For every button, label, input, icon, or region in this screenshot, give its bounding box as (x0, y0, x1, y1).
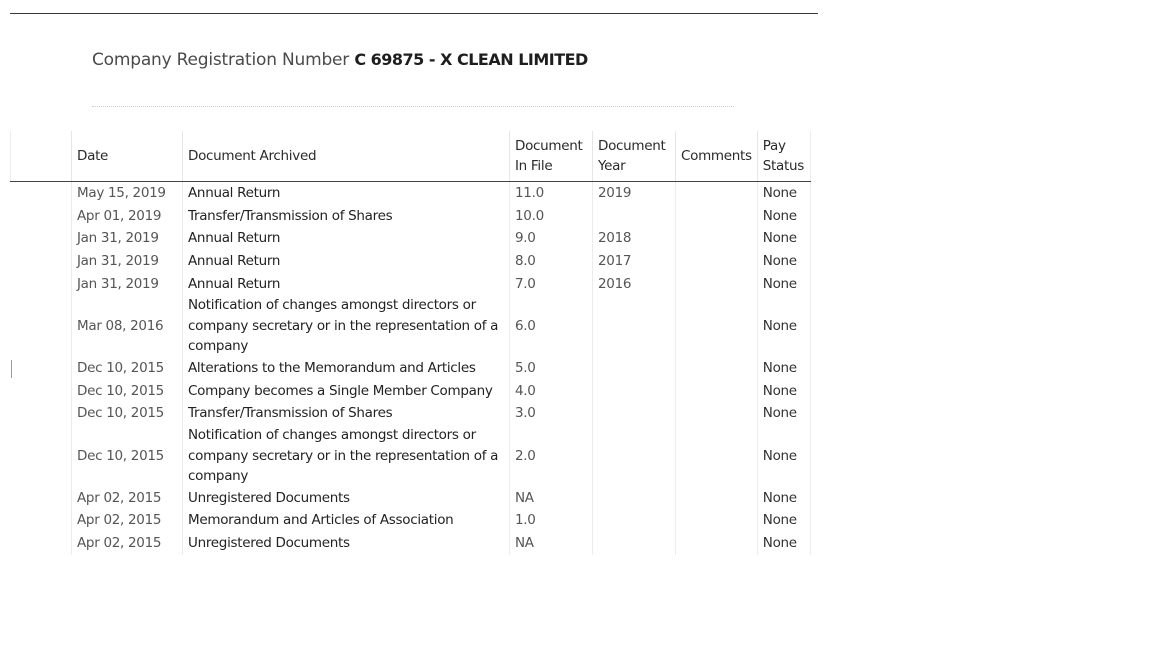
table-row (11, 509, 811, 532)
cell-pay-status: None (757, 273, 810, 296)
cell-document-year (593, 487, 676, 510)
header-date: Date (72, 131, 183, 182)
title-divider (92, 106, 734, 107)
cell-pay-status: None (757, 357, 810, 380)
header-pay-status-line2: Status (762, 158, 804, 174)
cell-date: Apr 02, 2015 (72, 532, 183, 555)
cell-document-archived: Unregistered Documents (183, 487, 510, 510)
row-spacer (11, 487, 72, 510)
page-title (92, 50, 588, 70)
row-spacer (11, 509, 72, 532)
cell-document-in-file: 1.0 (510, 509, 593, 532)
cell-document-archived: Annual Return (183, 273, 510, 296)
cell-comments (676, 182, 758, 205)
cell-pay-status: None (757, 487, 810, 510)
cell-document-year (593, 295, 676, 357)
cell-comments (676, 250, 758, 273)
row-spacer (11, 402, 72, 425)
table-row (11, 295, 811, 357)
row-spacer (11, 205, 72, 228)
cell-comments (676, 227, 758, 250)
cell-date: Apr 02, 2015 (72, 509, 183, 532)
cell-document-in-file: NA (510, 487, 593, 510)
header-document-year-line2: Year (598, 158, 626, 174)
table-row (11, 487, 811, 510)
cell-pay-status: None (757, 295, 810, 357)
cell-comments (676, 295, 758, 357)
row-spacer (11, 295, 72, 357)
table-row (11, 532, 811, 555)
cell-comments (676, 509, 758, 532)
cell-date: Jan 31, 2019 (72, 250, 183, 273)
table-row (11, 380, 811, 403)
cell-pay-status: None (757, 205, 810, 228)
documents-table (10, 131, 811, 555)
cell-document-year: 2017 (593, 250, 676, 273)
header-document-year (593, 131, 676, 182)
page-title-prefix: Company Registration Number (92, 50, 350, 70)
table-row (11, 425, 811, 487)
header-document-in-file (510, 131, 593, 182)
row-spacer (11, 273, 72, 296)
table-row (11, 357, 811, 380)
cell-document-in-file: 11.0 (510, 182, 593, 205)
table-row (11, 402, 811, 425)
cell-document-year (593, 509, 676, 532)
cell-pay-status: None (757, 402, 810, 425)
cell-pay-status: None (757, 532, 810, 555)
cell-document-archived: Annual Return (183, 182, 510, 205)
cell-comments (676, 402, 758, 425)
cell-pay-status: None (757, 425, 810, 487)
cell-date: Dec 10, 2015 (72, 357, 183, 380)
cell-date: May 15, 2019 (72, 182, 183, 205)
cell-document-year: 2016 (593, 273, 676, 296)
table-row (11, 227, 811, 250)
table-header-row (11, 131, 811, 182)
cell-document-year (593, 205, 676, 228)
cell-comments (676, 357, 758, 380)
table-row (11, 205, 811, 228)
cell-date: Mar 08, 2016 (72, 295, 183, 357)
cell-document-archived: Transfer/Transmission of Shares (183, 205, 510, 228)
table-row (11, 182, 811, 205)
table-row (11, 273, 811, 296)
cell-document-in-file: 7.0 (510, 273, 593, 296)
cell-document-in-file: 9.0 (510, 227, 593, 250)
cell-document-in-file: 2.0 (510, 425, 593, 487)
cell-document-archived: Company becomes a Single Member Company (183, 380, 510, 403)
cell-pay-status: None (757, 509, 810, 532)
cell-date: Apr 02, 2015 (72, 487, 183, 510)
cell-date: Dec 10, 2015 (72, 380, 183, 403)
header-pay-status (757, 131, 810, 182)
header-pay-status-line1: Pay (762, 138, 786, 154)
cell-date: Jan 31, 2019 (72, 273, 183, 296)
cell-document-archived: Memorandum and Articles of Association (183, 509, 510, 532)
row-spacer (11, 532, 72, 555)
header-document-archived: Document Archived (183, 131, 510, 182)
cell-comments (676, 532, 758, 555)
cell-document-in-file: 10.0 (510, 205, 593, 228)
header-spacer (11, 131, 72, 182)
cell-comments (676, 205, 758, 228)
cell-document-year (593, 402, 676, 425)
cell-pay-status: None (757, 227, 810, 250)
row-spacer (11, 357, 72, 380)
cell-document-year: 2018 (593, 227, 676, 250)
cell-document-archived: Annual Return (183, 227, 510, 250)
header-document-in-file-line2: In File (515, 158, 553, 174)
cell-date: Dec 10, 2015 (72, 402, 183, 425)
row-spacer (11, 425, 72, 487)
cell-document-year: 2019 (593, 182, 676, 205)
cell-comments (676, 273, 758, 296)
cell-pay-status: None (757, 380, 810, 403)
cell-date: Jan 31, 2019 (72, 227, 183, 250)
cell-comments (676, 487, 758, 510)
row-spacer (11, 227, 72, 250)
cell-pay-status: None (757, 182, 810, 205)
registration-number: C 69875 - X CLEAN LIMITED (354, 50, 588, 69)
cell-pay-status: None (757, 250, 810, 273)
cell-document-year (593, 532, 676, 555)
cell-document-in-file: 3.0 (510, 402, 593, 425)
cell-document-in-file: NA (510, 532, 593, 555)
cell-document-archived: Annual Return (183, 250, 510, 273)
row-spacer (11, 182, 72, 205)
cell-document-in-file: 6.0 (510, 295, 593, 357)
header-comments: Comments (676, 131, 758, 182)
table-body (11, 182, 811, 555)
cell-document-in-file: 8.0 (510, 250, 593, 273)
cell-document-archived: Notification of changes amongst directors or company secretary or in the representation of a company (183, 425, 510, 487)
cell-document-in-file: 5.0 (510, 357, 593, 380)
cell-document-archived: Transfer/Transmission of Shares (183, 402, 510, 425)
table-row (11, 250, 811, 273)
row-spacer (11, 250, 72, 273)
cell-document-in-file: 4.0 (510, 380, 593, 403)
cell-document-archived: Unregistered Documents (183, 532, 510, 555)
cell-document-archived: Alterations to the Memorandum and Articles (183, 357, 510, 380)
cell-document-year (593, 357, 676, 380)
header-document-year-line1: Document (598, 138, 666, 154)
cell-document-year (593, 380, 676, 403)
top-divider (10, 13, 818, 14)
cell-date: Dec 10, 2015 (72, 425, 183, 487)
cell-document-archived: Notification of changes amongst directors or company secretary or in the representation of a company (183, 295, 510, 357)
row-spacer (11, 380, 72, 403)
header-document-in-file-line1: Document (515, 138, 583, 154)
cell-comments (676, 380, 758, 403)
cell-date: Apr 01, 2019 (72, 205, 183, 228)
cell-comments (676, 425, 758, 487)
cell-document-year (593, 425, 676, 487)
